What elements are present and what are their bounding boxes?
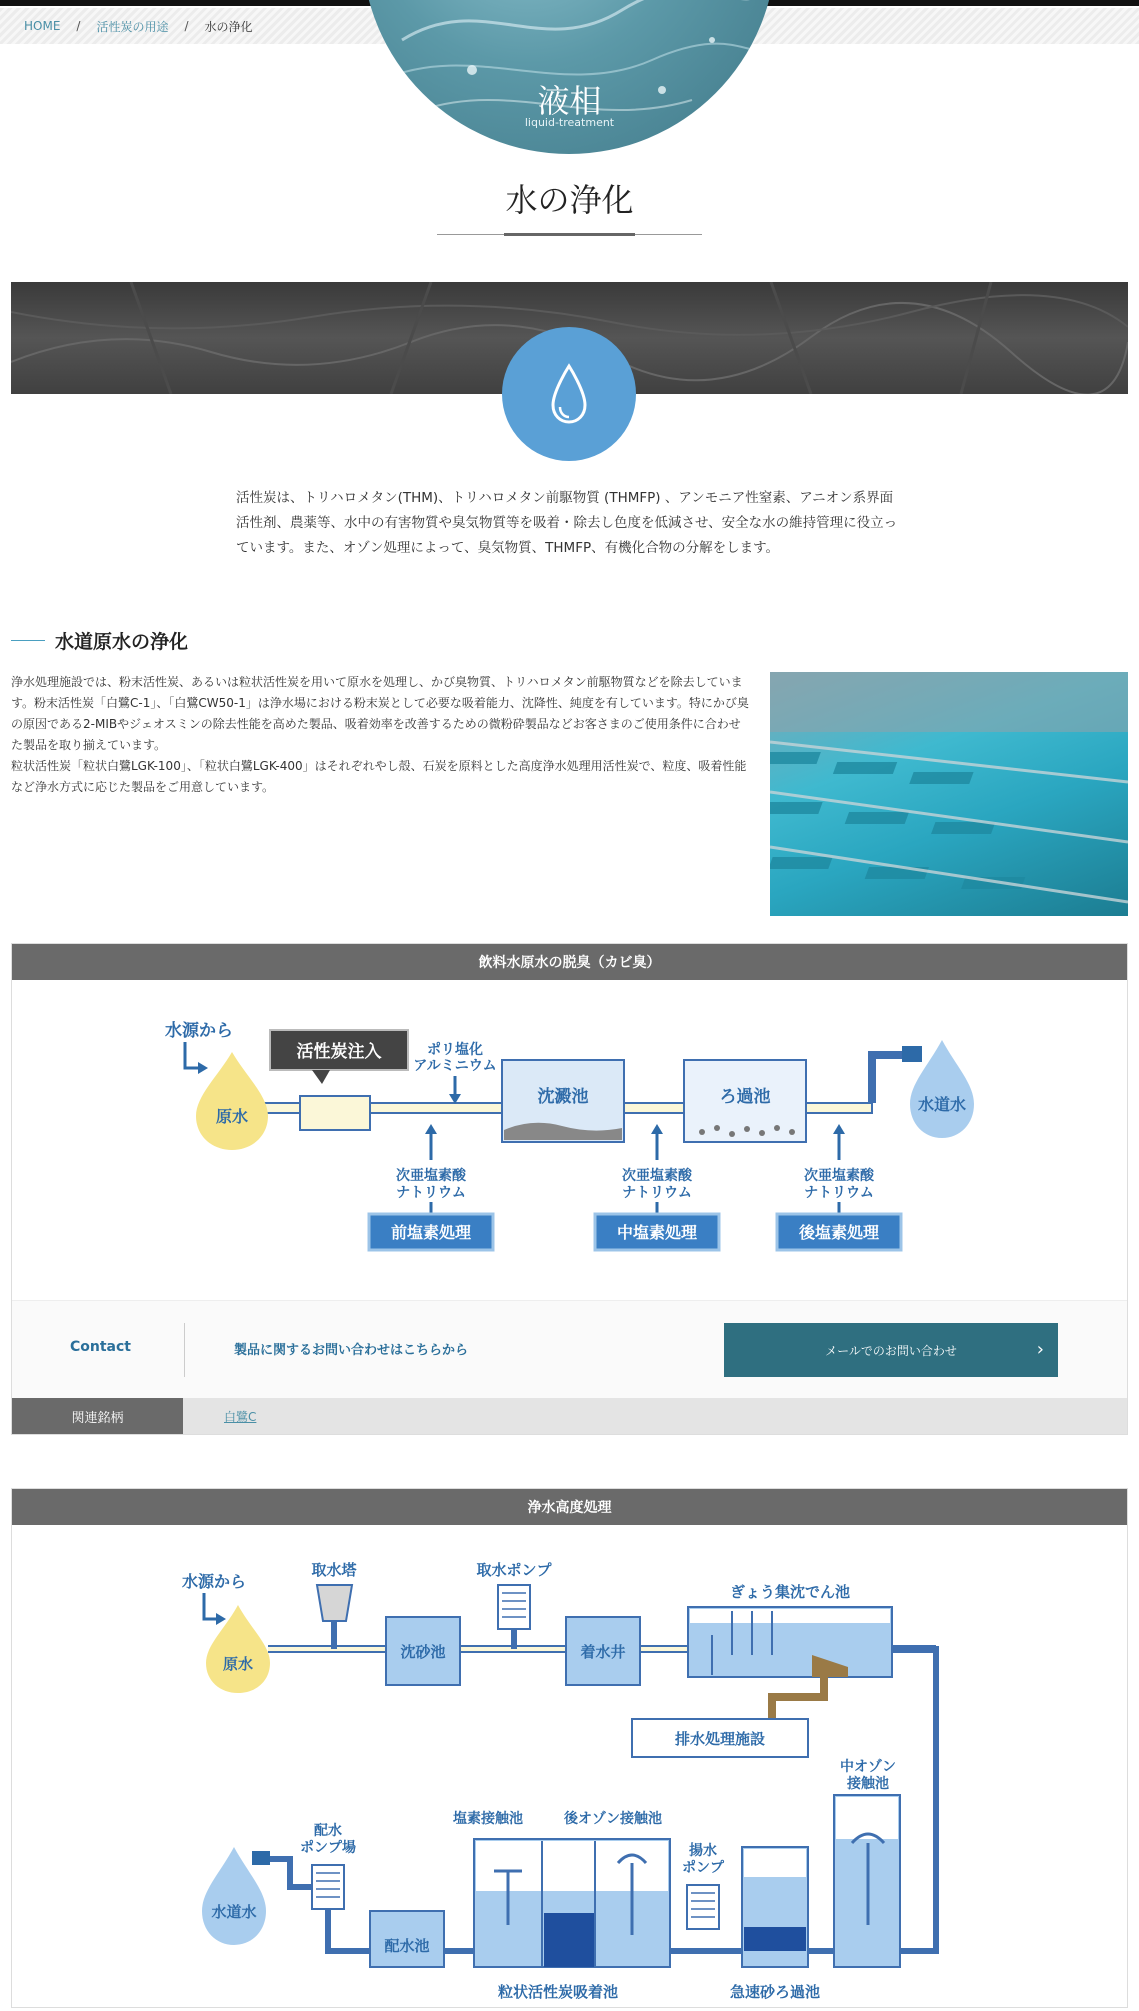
raw-water-drop-icon bbox=[196, 1052, 268, 1150]
diagram-label-raw: 原水 bbox=[222, 1655, 254, 1673]
intro-text: 活性炭は、トリハロメタン(THM)、トリハロメタン前駆物質 (THMFP) 、アンモニア性窒素、アニオン系界面活性剤、農薬等、水中の有害物質や臭気物質等を吸着・除去し色度を低減させ、安全な水の維持管理に役立っています。また、オゾン処理によって、臭気物質、THMFP、有機化合物の分解をします。 bbox=[236, 490, 898, 556]
breadcrumb-home-link[interactable]: HOME bbox=[24, 19, 61, 33]
diagram-label-naclo: 次亜塩素酸 bbox=[804, 1168, 874, 1184]
diagram-label-post-ozone: 後オゾン接触池 bbox=[564, 1811, 662, 1827]
related-products-row bbox=[12, 1398, 1127, 1434]
panel-title: 飲料水原水の脱臭（カビ臭） bbox=[12, 944, 1127, 980]
contact-text: 製品に関するお問い合わせはこちらから bbox=[234, 1343, 469, 1358]
diagram-label-naclo: 次亜塩素酸 bbox=[396, 1168, 466, 1184]
diagram-label-drain: 排水処理施設 bbox=[674, 1730, 766, 1748]
diagram-label-coag: ぎょう集沈でん池 bbox=[729, 1583, 851, 1601]
section-heading bbox=[11, 627, 188, 654]
diagram-label-mid-ozone: 接触池 bbox=[847, 1776, 889, 1792]
chlorine-pre-group bbox=[369, 1124, 493, 1250]
diagram-label-tap: 水道水 bbox=[211, 1903, 257, 1921]
diagram-label-dist-pump: 配水 bbox=[314, 1823, 342, 1839]
breadcrumb-current: 水の浄化 bbox=[204, 19, 253, 34]
water-treatment-plant-photo bbox=[770, 672, 1128, 916]
diagram-label-naclo: ナトリウム bbox=[396, 1185, 466, 1201]
diagram-label-dist-pump: ポンプ場 bbox=[300, 1840, 356, 1856]
diagram-label-intake-tower: 取水塔 bbox=[311, 1561, 357, 1579]
diagram-label-dist-pool: 配水池 bbox=[384, 1937, 430, 1955]
faucet-icon bbox=[252, 1851, 270, 1865]
faucet-icon bbox=[902, 1046, 922, 1062]
callout-pointer bbox=[312, 1070, 330, 1084]
title-underline-accent bbox=[504, 233, 635, 236]
section-paragraph: 浄水処理施設では、粉末活性炭、あるいは粒状活性炭を用いて原水を処理し、かび臭物質、トリハロメタン前駆物質などを除去しています。粉末活性炭「白鷺C-1」、「白鷺CW50-1」は浄水場における粉末炭として必要な吸着能力、沈降性、純度を有しています。特にかび臭の原因である2-MIBやジェオスミンの除去性能を高めた製品、吸着効率を改善するための微粉砕製品などお客さまのご使用条件に合わせた製品を取り揃えています。 bbox=[11, 675, 749, 752]
diagram-label-lift: ポンプ bbox=[682, 1860, 724, 1876]
diagram-label-mid-ozone: 中オゾン bbox=[840, 1759, 896, 1775]
lift-pump-icon bbox=[687, 1885, 719, 1929]
diagram-label-pac1: ポリ塩化 bbox=[427, 1042, 483, 1058]
water-drop-badge bbox=[502, 327, 636, 461]
arrow-head-icon bbox=[651, 1124, 663, 1134]
sludge-pipe bbox=[772, 1677, 824, 1719]
diagram-label-pre: 前塩素処理 bbox=[390, 1223, 472, 1242]
diagram-label-tap: 水道水 bbox=[917, 1095, 967, 1114]
diagram-label-source: 水源から bbox=[182, 1572, 247, 1591]
panel-title: 浄水高度処理 bbox=[12, 1489, 1127, 1525]
diagram-label-receiving: 着水井 bbox=[580, 1643, 626, 1661]
diagram-label-intake-pump: 取水ポンプ bbox=[476, 1561, 552, 1579]
diagram-label-post: 後塩素処理 bbox=[798, 1223, 880, 1242]
diagram-label-sand: 沈砂池 bbox=[400, 1643, 446, 1661]
diagram-label-filter: ろ過池 bbox=[719, 1087, 771, 1107]
diagram-label-naclo: ナトリウム bbox=[804, 1185, 874, 1201]
intake-tower-icon bbox=[317, 1585, 352, 1621]
water-drop-icon bbox=[549, 363, 589, 425]
diagram-label-naclo: ナトリウム bbox=[622, 1185, 692, 1201]
diagram-label-mid: 中塩素処理 bbox=[616, 1223, 698, 1242]
injection-unit bbox=[300, 1096, 370, 1130]
arrow-head-icon bbox=[198, 1062, 208, 1074]
hero-title: 液相 bbox=[537, 82, 602, 120]
treatment-basin-image bbox=[770, 672, 1128, 916]
diagram-label-source: 水源から bbox=[165, 1021, 233, 1041]
arrow-head-icon bbox=[425, 1124, 437, 1134]
diagram-label-pac2: アルミニウム bbox=[413, 1058, 497, 1074]
email-contact-label: メールでのお問い合わせ bbox=[825, 1343, 957, 1358]
breadcrumb-separator: / bbox=[76, 19, 81, 33]
heading-accent-line bbox=[11, 640, 45, 641]
advanced-treatment-flow-diagram bbox=[12, 1525, 1127, 2007]
diagram-panel-deodorization bbox=[11, 943, 1128, 1435]
breadcrumb-parent-link[interactable]: 活性炭の用途 bbox=[96, 19, 169, 34]
gac-layer bbox=[544, 1913, 594, 1967]
intake-pump-icon bbox=[498, 1585, 530, 1629]
page-title: 水の浄化 bbox=[505, 181, 634, 219]
diagram-label-lift: 揚水 bbox=[689, 1843, 717, 1859]
chevron-right-icon: › bbox=[1036, 1339, 1044, 1360]
diagram-label-sedimentation: 沈澱池 bbox=[537, 1087, 589, 1107]
contact-row bbox=[12, 1300, 1127, 1399]
contact-divider bbox=[184, 1323, 185, 1377]
diagram-label-gac: 粒状活性炭吸着池 bbox=[497, 1983, 619, 2001]
section-body bbox=[11, 672, 751, 798]
email-contact-button[interactable] bbox=[724, 1323, 1058, 1377]
diagram-label-chlorine: 塩素接触池 bbox=[453, 1811, 523, 1827]
diagram-label-raw: 原水 bbox=[215, 1107, 249, 1126]
deodorization-flow-diagram bbox=[12, 980, 1127, 1298]
breadcrumb-separator: / bbox=[184, 19, 189, 33]
related-product-link[interactable]: 白鷺C bbox=[224, 1410, 257, 1424]
section-title: 水道原水の浄化 bbox=[55, 631, 189, 653]
diagram-label-rapid: 急速砂ろ過池 bbox=[729, 1983, 821, 2001]
section-paragraph: 粒状活性炭「粒状白鷺LGK-100」、「粒状白鷺LGK-400」はそれぞれやし殻、石炭を原料とした高度浄水処理用活性炭で、粒度、吸着性能など浄水方式に応じた製品をご用意しています。 bbox=[11, 759, 747, 794]
related-products-label: 関連銘柄 bbox=[12, 1398, 183, 1434]
arrow-head-icon bbox=[833, 1124, 845, 1134]
dist-pump-icon bbox=[312, 1865, 344, 1909]
outlet-pipe bbox=[872, 1055, 902, 1103]
contact-label: Contact bbox=[70, 1339, 131, 1355]
diagram-label-carbon: 活性炭注入 bbox=[296, 1042, 382, 1062]
diagram-panel-advanced-treatment bbox=[11, 1488, 1128, 2008]
hero-subtitle: liquid-treatment bbox=[524, 116, 615, 129]
diagram-label-naclo: 次亜塩素酸 bbox=[622, 1168, 692, 1184]
arrow-head-icon bbox=[216, 1613, 226, 1625]
